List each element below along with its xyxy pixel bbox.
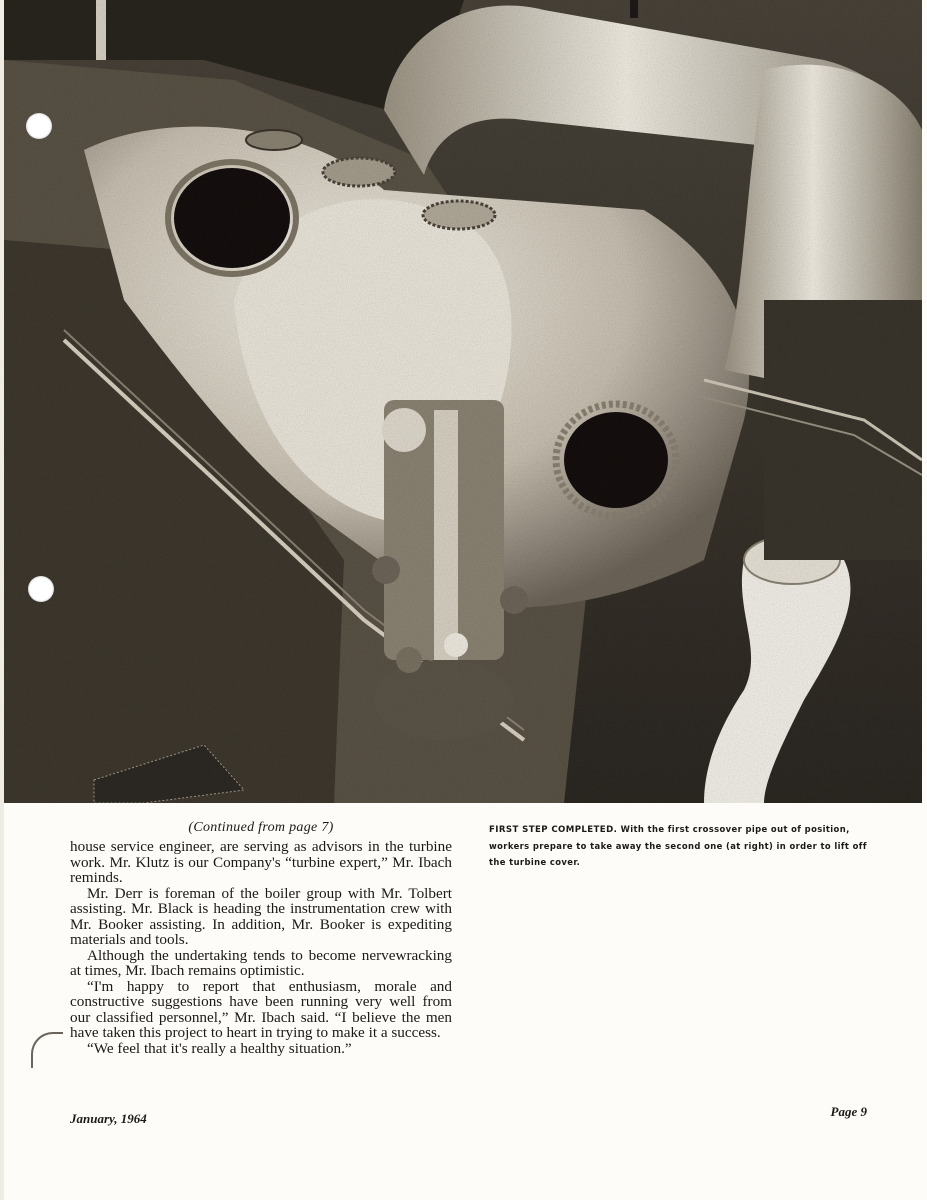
article-paragraph: house service engineer, are serving as advisors in the turbine work. Mr. Klutz is our Company's “turbine expert,” Mr. Ibach reminds. — [70, 838, 452, 886]
turbine-photo — [4, 0, 922, 803]
photo-caption — [489, 821, 873, 870]
issue-date: January, 1964 — [70, 1111, 147, 1126]
binder-hole-bottom — [31, 1032, 63, 1068]
caption-lead: FIRST STEP COMPLETED. — [489, 825, 618, 835]
binder-hole-middle — [28, 576, 54, 602]
article-paragraph: Mr. Derr is foreman of the boiler group with Mr. Tolbert assisting. Mr. Black is heading the instrumentation crew with Mr. Booker assisting. In addition, Mr. Booker is expediting materials and tools. — [70, 884, 452, 948]
article-paragraph: “We feel that it's really a healthy situation.” — [87, 1039, 352, 1057]
article-column — [70, 820, 452, 1056]
article-paragraph: “I'm happy to report that enthusiasm, morale and constructive suggestions have been running very well from our classified personnel,” Mr. Ibach said. “I believe the men have taken this project to heart in trying to make it a success. — [70, 977, 452, 1041]
turbine-photo-illustration — [4, 0, 922, 803]
caption-body: With the first crossover pipe out of position, workers prepare to take away the second one (at right) in order to lift off the turbine cover. — [489, 824, 867, 867]
article-paragraph: Although the undertaking tends to become nervewracking at times, Mr. Ibach remains optimistic. — [70, 946, 452, 979]
binder-hole-top — [26, 113, 52, 139]
continued-note: (Continued from page 7) — [188, 820, 334, 835]
page-number: Page 9 — [830, 1104, 867, 1119]
